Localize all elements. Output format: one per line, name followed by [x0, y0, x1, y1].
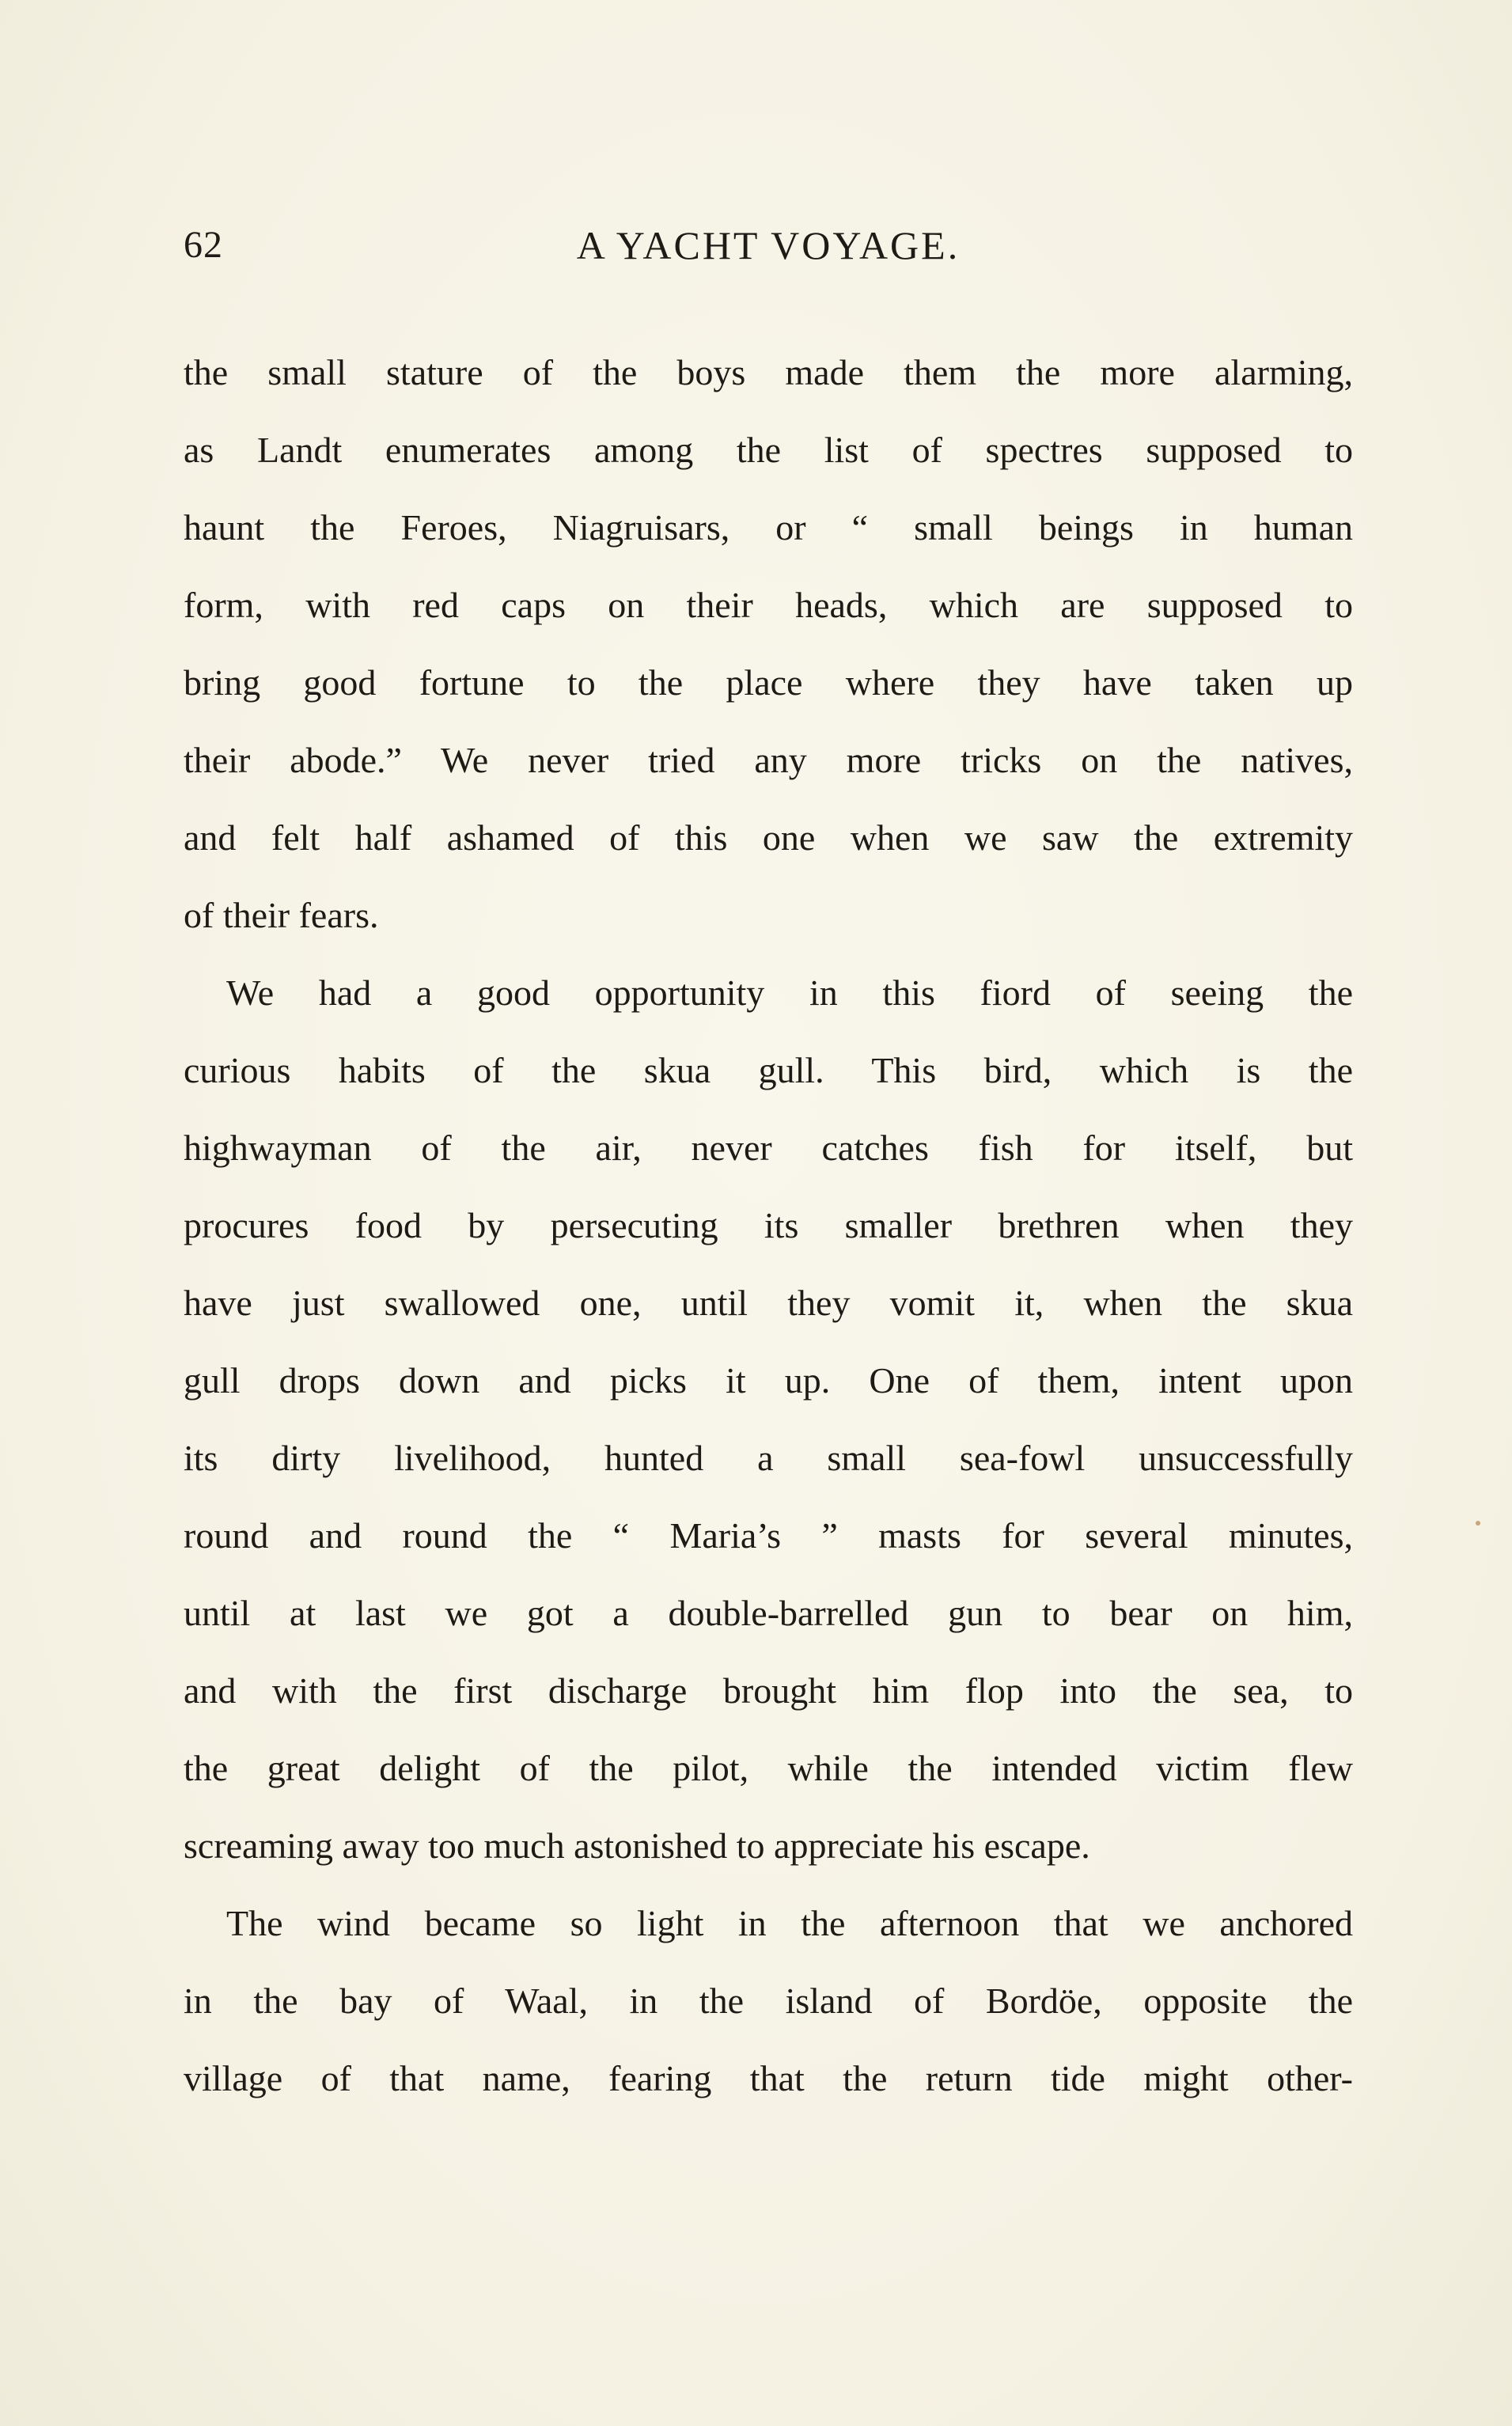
text-line: We had a good opportunity in this fiord of seeing the [226, 972, 1353, 1013]
text-line: its dirty livelihood, hunted a small sea-fowl unsuccessfully [184, 1438, 1353, 1478]
text-line: procures food by persecuting its smaller brethren when they [184, 1205, 1353, 1245]
text-line: round and round the “ Maria’s ” masts for several minutes, [184, 1515, 1353, 1556]
text-line: and with the first discharge brought him flop into the sea, to [184, 1670, 1353, 1711]
text-line: form, with red caps on their heads, which are supposed to [184, 585, 1353, 625]
page-number: 62 [184, 224, 223, 266]
paper-speck [1476, 1521, 1480, 1526]
text-line: the great delight of the pilot, while the intended victim flew [184, 1748, 1353, 1788]
text-line: have just swallowed one, until they vomit it, when the skua [184, 1283, 1353, 1323]
running-head: A YACHT VOYAGE. [576, 223, 961, 267]
text-line: as Landt enumerates among the list of spectres supposed to [184, 430, 1353, 470]
text-line: curious habits of the skua gull. This bird, which is the [184, 1050, 1353, 1090]
text-line: village of that name, fearing that the return tide might other- [184, 2058, 1353, 2098]
text-line: in the bay of Waal, in the island of Bordöe, opposite the [184, 1981, 1353, 2021]
text-line: haunt the Feroes, Niagruisars, or “ small beings in human [184, 507, 1353, 548]
text-line: and felt half ashamed of this one when we saw the extremity [184, 817, 1353, 858]
text-line: The wind became so light in the afternoon that we anchored [226, 1903, 1353, 1943]
text-line: their abode.” We never tried any more tricks on the natives, [184, 740, 1353, 780]
text-line: highwayman of the air, never catches fish for itself, but [184, 1128, 1353, 1168]
body-text [184, 334, 1353, 2117]
page-header [184, 214, 1353, 277]
text-line: the small stature of the boys made them the more alarming, [184, 352, 1353, 392]
text-line: of their fears. [184, 895, 379, 935]
text-line: gull drops down and picks it up. One of them, intent upon [184, 1360, 1353, 1401]
text-line: screaming away too much astonished to appreciate his escape. [184, 1825, 1090, 1866]
text-line: bring good fortune to the place where they have taken up [184, 662, 1353, 703]
text-line: until at last we got a double-barrelled gun to bear on him, [184, 1593, 1353, 1633]
